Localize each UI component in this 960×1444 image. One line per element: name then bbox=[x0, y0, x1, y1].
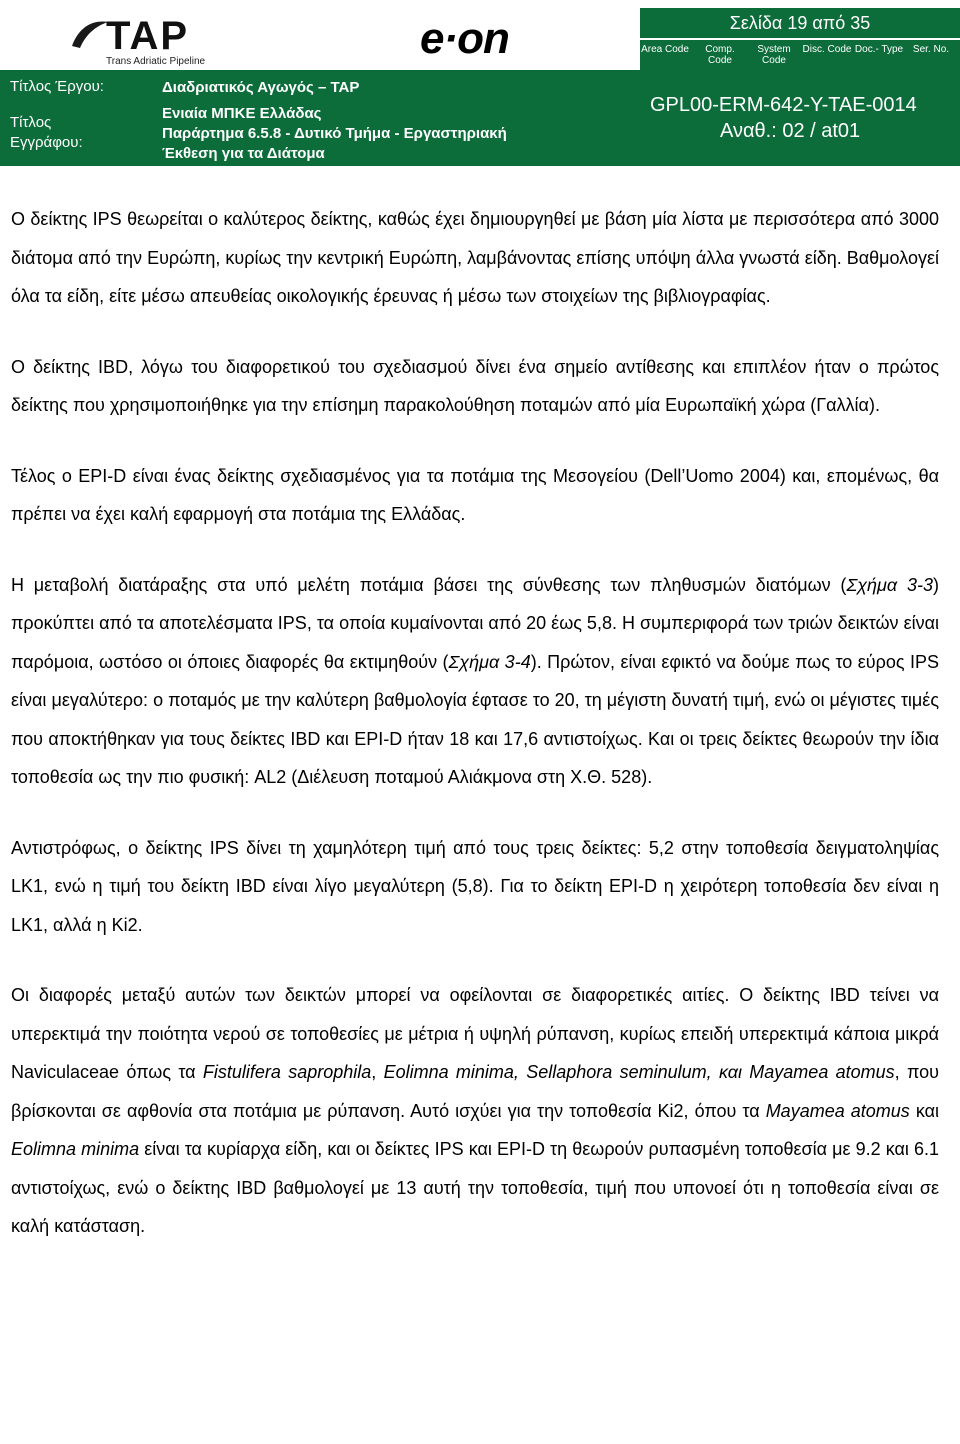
tap-logo bbox=[70, 10, 270, 66]
document-number: GPL00-ERM-642-Y-TAE-0014 bbox=[650, 94, 917, 116]
code-ser-no: Ser. No. bbox=[912, 44, 950, 55]
text-segment: Η μεταβολή διατάραξης στα υπό μελέτη ποτάμια βάσει της σύνθεσης των πληθυσμών διατόμων ( bbox=[11, 574, 847, 595]
code-disc: Disc. Code bbox=[802, 44, 852, 55]
eon-logo: e·on bbox=[420, 14, 509, 63]
paragraph-differences bbox=[11, 976, 939, 1246]
code-columns bbox=[640, 40, 960, 70]
code-doc-type: Doc.- Type bbox=[854, 44, 904, 55]
text-segment: είναι τα κυρίαρχα είδη, και οι δείκτες IPS και EPI-D τη θεωρούν ρυπασμένη τοποθεσία με 9.2 και 6.1 αντιστοίχως, ενώ ο δείκτης IBD βαθμολογεί με 13 αυτή την τοποθεσία, τιμή που υπονοεί ότι η τοποθεσία είναι σε καλή κατάσταση. bbox=[11, 1139, 939, 1236]
code-area: Area Code bbox=[641, 44, 689, 55]
doc-title-line2: Παράρτημα 6.5.8 - Δυτικό Τμήμα - Εργαστηριακή bbox=[162, 125, 507, 142]
document-header bbox=[0, 0, 960, 170]
tap-swoosh-icon bbox=[70, 18, 110, 52]
doc-label-line2: Εγγράφου: bbox=[10, 134, 83, 151]
text-segment: και bbox=[909, 1100, 939, 1121]
doc-label-line1: Τίτλος bbox=[10, 114, 52, 131]
species-name: Fistulifera saprophila bbox=[202, 1062, 372, 1082]
paragraph-lowest: Αντιστρόφως, ο δείκτης IPS δίνει τη χαμηλότερη τιμή από τους τρεις δείκτες: 5,2 στην τοποθεσία δειγματοληψίας LK1, ενώ η τιμή του δείκτη IBD είναι λίγο μεγαλύτερη (5,8). Για το δείκτη EPI-D η χειρότερη τοποθεσία δεν είναι η LK1, αλλά η Ki2. bbox=[11, 837, 939, 935]
tap-logo-subtitle: Trans Adriatic Pipeline bbox=[106, 56, 206, 67]
header-title-bar bbox=[0, 70, 960, 166]
text-segment: , bbox=[371, 1062, 384, 1082]
text-segment: ) προκύπτει από τα αποτελέσματα IPS, τα οποία κυμαίνονται από 20 έως 5,8. Η συμπεριφορά των τριών δεικτών είναι παρόμοια, ωστόσο οι όποιες διαφορές θα εκτιμηθούν ( bbox=[11, 574, 939, 672]
project-title: Διαδριατικός Αγωγός – TAP bbox=[162, 79, 360, 96]
doc-title-line1: Ενιαία ΜΠΚΕ Ελλάδας bbox=[162, 105, 322, 122]
paragraph-epid: Τέλος ο EPI-D είναι ένας δείκτης σχεδιασμένος για τα ποτάμια της Μεσογείου (Dell’Uomo 2004) και, επομένως, θα πρέπει να έχει καλή εφαρμογή στα ποτάμια της Ελλάδας. bbox=[11, 465, 939, 524]
revision: Αναθ.: 02 / at01 bbox=[720, 120, 861, 142]
text-segment: ). Πρώτον, είναι εφικτό να δούμε πως το εύρος IPS είναι μεγαλύτερο: ο ποταμός με την καλύτερη βαθμολογία έφτασε το 20, τη μέγιστη δυνατή τιμή, ενώ οι μέγιστες τιμές που αποκτήθηκαν για τους δείκτες IBD και EPI-D ήταν 18 και 17,6 αντιστοίχως. Και οι τρεις δείκτες θεωρούν την ίδια τοποθεσία ως την πιο φυσική: AL2 (Διέλευση ποταμού Αλιάκμονα στη Χ.Θ. 528). bbox=[11, 651, 939, 787]
code-system: System Code bbox=[757, 44, 791, 66]
page-number: Σελίδα 19 από 35 bbox=[640, 8, 960, 38]
figure-ref-3-4: Σχήμα 3-4 bbox=[448, 651, 531, 672]
species-name: Mayamea atomus bbox=[765, 1100, 910, 1121]
species-name: Eolimna minima bbox=[11, 1139, 140, 1159]
paragraph-ips: Ο δείκτης IPS θεωρείται ο καλύτερος δείκτης, καθώς έχει δημιουργηθεί με βάση μία λίστα με περισσότερα από 3000 διάτομα από την Ευρώπη, κυρίως την κεντρική Ευρώπη, λαμβάνοντας επίσης υπόψη άλλα γνωστά είδη. Βαθμολογεί όλα τα είδη, είτε μέσω απευθείας οικολογικής έρευνας ή μέσω των στοιχείων της βιβλιογραφίας. bbox=[11, 209, 939, 306]
text-segment: Οι διαφορές μεταξύ αυτών των δεικτών μπορεί να οφείλονται σε διαφορετικές αιτίες. Ο δείκτης IBD τείνει να υπερεκτιμά την ποιότητα νερού σε τοποθεσίες με μέτρια ή υψηλή ρύπανση, κυρίως επειδή υπερεκτιμά κάποια μικρά Naviculaceae όπως τα bbox=[11, 985, 939, 1082]
code-comp: Comp. Code bbox=[705, 44, 735, 66]
document-body bbox=[11, 200, 939, 1278]
project-label: Τίτλος Έργου: bbox=[10, 78, 104, 95]
figure-ref-3-3: Σχήμα 3-3 bbox=[846, 574, 933, 595]
species-name: Eolimna minima, Sellaphora seminulum, και Mayamea atomus bbox=[383, 1062, 895, 1082]
doc-title-line3: Έκθεση για τα Διάτομα bbox=[162, 145, 325, 162]
paragraph-results bbox=[11, 566, 939, 797]
paragraph-ibd: Ο δείκτης IBD, λόγω του διαφορετικού του σχεδιασμού δίνει ένα σημείο αντίθεσης και επιπλέον ήταν ο πρώτος δείκτης που χρησιμοποιήθηκε για την επίσημη παρακολούθηση ποταμών από μία Ευρωπαϊκή χώρα (Γαλλία). bbox=[11, 356, 939, 415]
text-segment: , που βρίσκονται σε αφθονία στα ποτάμια με ρύπανση. Αυτό ισχύει για την τοποθεσία Ki2, όπου τα bbox=[11, 1062, 939, 1121]
tap-logo-text: TAP bbox=[106, 14, 190, 58]
